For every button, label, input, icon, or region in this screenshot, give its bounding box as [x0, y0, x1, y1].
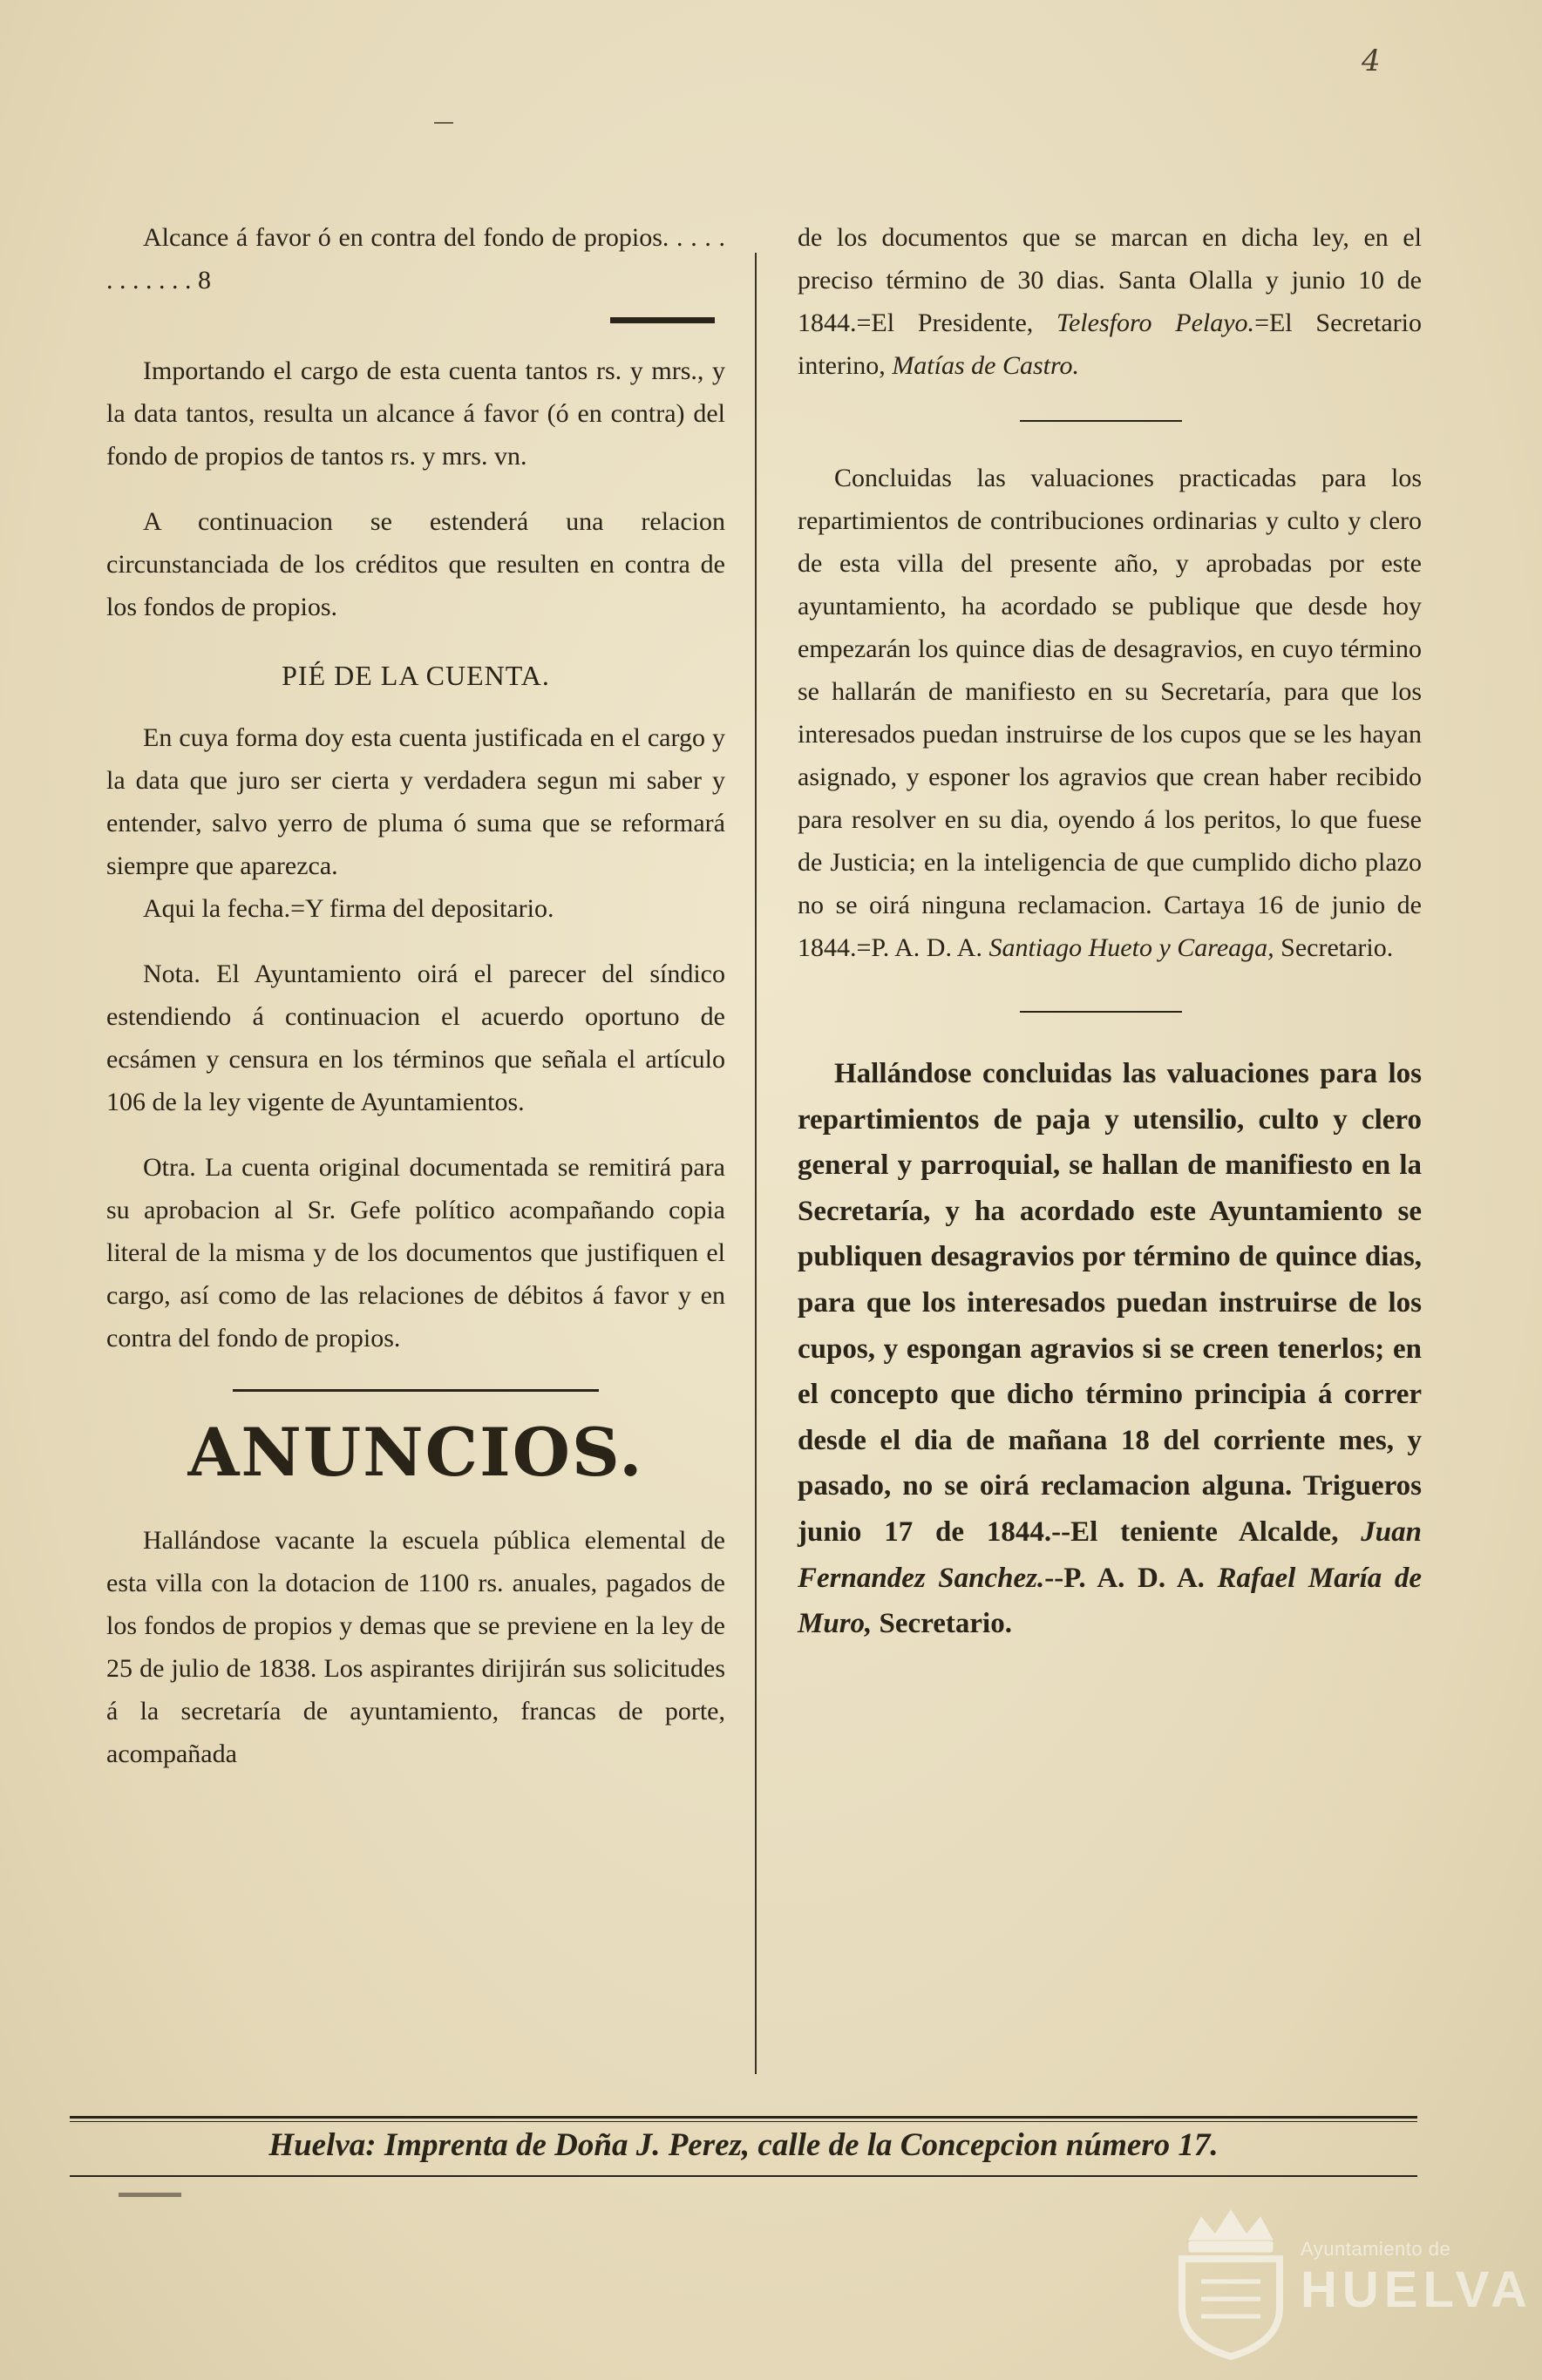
- column-divider: [755, 253, 757, 2074]
- trigueros-text: Hallándose concluidas las valuaciones para los repartimientos de paja y utensilio, culto y clero general y parroquial, se hallan de manifiesto en la Secretaría, y ha acordado este Ayuntamiento se publiquen desagravios por término de quince dias, para que los interesados puedan instruirse de los cupos, y espongan agravios si se creen tenerlos; en el concepto que dicho término principia á correr desde el dia de mañana 18 del corriente mes, y pasado, no se oirá reclamacion alguna. Trigueros junio 17 de 1844.--El teniente Alcalde,: [798, 1058, 1422, 1548]
- left-paragraph-escuela: Hallándose vacante la escuela pública elemental de esta villa con la dotacion de 1100 rs. anuales, pagados de los fondos de propios y demas que se previene en la ley de 25 de julio de 1838. Los aspirantes dirijirán sus solicitudes á la secretaría de ayuntamiento, francas de porte, acompañada: [106, 1526, 725, 1768]
- section-heading-pie: PIÉ DE LA CUENTA.: [282, 660, 550, 691]
- left-paragraph-cuya-forma: En cuya forma doy esta cuenta justificada en el cargo y la data que juro ser cierta y verdadera segun mi saber y entender, salvo yerro de pluma ó suma que se reformará siempre que aparezca.: [106, 723, 725, 880]
- signature-secretario: Matías de Castro.: [892, 351, 1080, 380]
- footer-rule-bottom: [70, 2175, 1417, 2177]
- cartaya-end: Secretario.: [1274, 933, 1394, 962]
- right-divider-2: [1020, 1011, 1182, 1013]
- anuncios-heading: ANUNCIOS.: [187, 1414, 644, 1491]
- anuncios-rule: [233, 1389, 599, 1392]
- left-paragraph-fecha: Aqui la fecha.=Y firma del depositario.: [143, 894, 554, 923]
- santa-olalla-mid: =El Secretario interino,: [798, 309, 1422, 380]
- signature-teniente-alcalde: Juan Fernandez Sanchez.: [798, 1515, 1422, 1594]
- footer-rule-top: [70, 2116, 1417, 2119]
- left-paragraph-otra: Otra. La cuenta original documentada se remitirá para su aprobacion al Sr. Gefe político acompañando copia literal de la misma y de los documentos que justifiquen el cargo, así como de las relaciones de débitos á favor y en contra del fondo de propios.: [106, 1153, 725, 1353]
- signature-trigueros-secretario: Rafael María de Muro,: [798, 1562, 1423, 1640]
- trigueros-end: Secretario.: [872, 1608, 1012, 1640]
- trigueros-mid: --P. A. D. A.: [1044, 1562, 1218, 1594]
- right-paragraph-santa-olalla: [798, 216, 1422, 387]
- left-column: [106, 216, 725, 1775]
- page-number: 4: [1362, 44, 1381, 78]
- right-paragraph-cartaya: [798, 457, 1422, 969]
- right-paragraph-trigueros: [798, 1051, 1422, 1647]
- ink-smudge: [119, 2193, 181, 2197]
- left-paragraph-nota: Nota. El Ayuntamiento oirá el parecer del síndico estendiendo á continuacion el acuerdo oportuno de ecsámen y censura en los términos que señala el artículo 106 de la ley vigente de Ayuntamientos.: [106, 959, 725, 1116]
- top-dash: [434, 122, 453, 124]
- signature-cartaya: Santiago Hueto y Careaga,: [988, 933, 1274, 962]
- printer-imprint: Huelva: Imprenta de Doña J. Perez, calle de la Concepcion número 17.: [268, 2127, 1219, 2163]
- footer-rule-thin: [70, 2121, 1417, 2122]
- section-divider-bar: [610, 317, 715, 323]
- santa-olalla-text: de los documentos que se marcan en dicha ley, en el preciso término de 30 dias. Santa Olalla y junio 10 de 1844.=El Presidente,: [798, 223, 1422, 337]
- left-paragraph-alcance: Alcance á favor ó en contra del fondo de propios. . . . . . . . . . . . 8: [106, 223, 725, 295]
- huelva-watermark: [1170, 2203, 1532, 2369]
- cartaya-text: Concluidas las valuaciones practicadas para los repartimientos de contribuciones ordinarias y culto y clero de esta villa del presente año, y aprobadas por este ayuntamiento, ha acordado se publique que desde hoy empezarán los quince dias de desagravios, en cuyo término se hallarán de manifiesto en su Secretaría, para que los interesados puedan instruirse de los cupos que se les hayan asignado, y esponer los agravios que crean haber recibido para resolver en su dia, oyendo á los peritos, lo que fuese de Justicia; en la inteligencia de que cumplido dicho plazo no se oirá ninguna reclamacion. Cartaya 16 de junio de 1844.=P. A. D. A.: [798, 464, 1422, 962]
- left-paragraph-continuacion: A continuacion se estenderá una relacion circunstanciada de los créditos que resulten en contra de los fondos de propios.: [106, 507, 725, 621]
- right-divider-1: [1020, 420, 1182, 422]
- signature-presidente: Telesforo Pelayo.: [1056, 309, 1255, 337]
- right-column: [798, 216, 1422, 1647]
- left-paragraph-importando: Importando el cargo de esta cuenta tantos rs. y mrs., y la data tantos, resulta un alcance á favor (ó en contra) del fondo de propios de tantos rs. y mrs. vn.: [106, 356, 725, 471]
- watermark-line1: Ayuntamiento de: [1301, 2238, 1451, 2260]
- crown-shield-icon: [1170, 2203, 1292, 2360]
- watermark-line2: HUELVA: [1301, 2261, 1532, 2318]
